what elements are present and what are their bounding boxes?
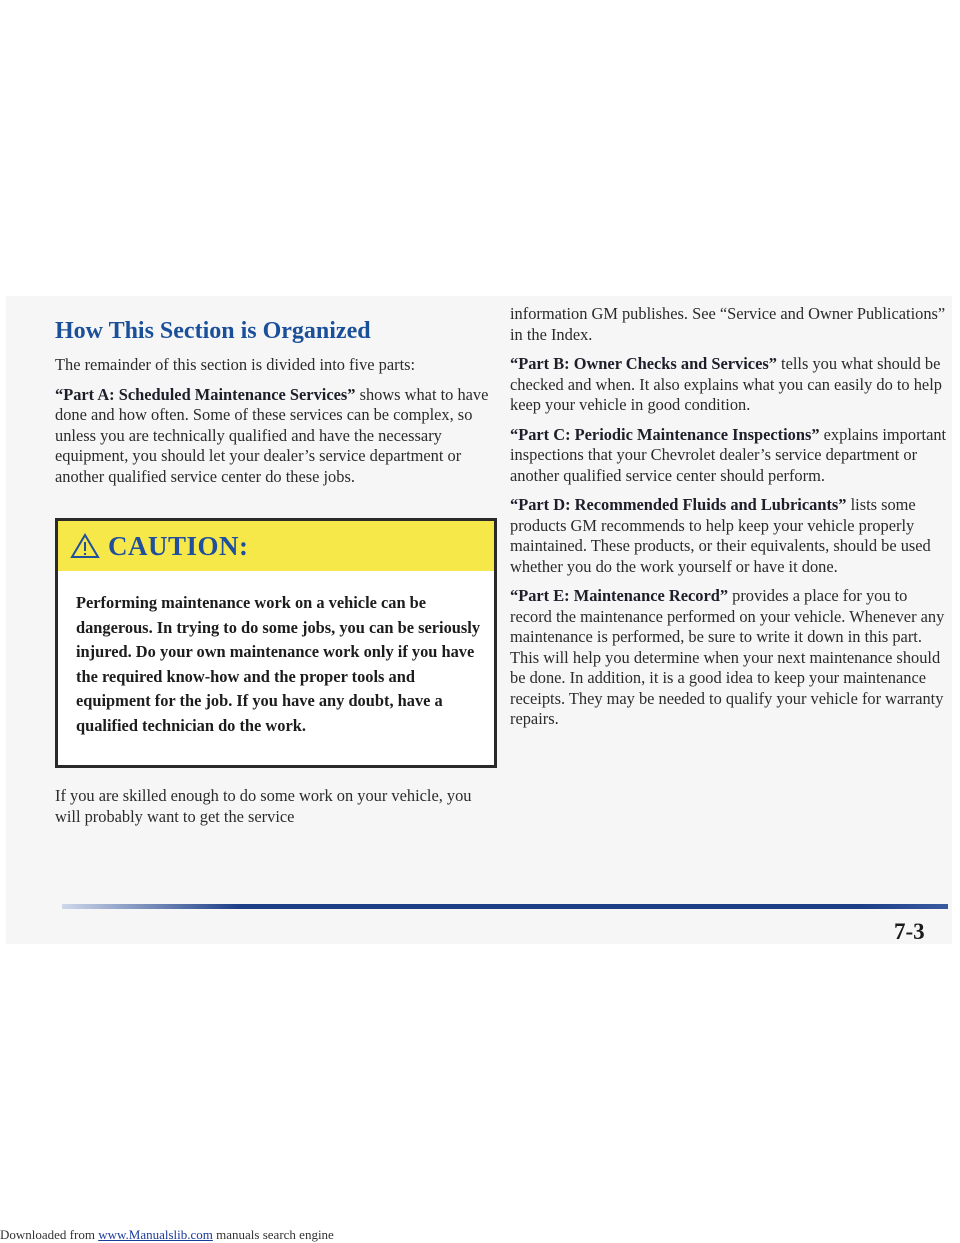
page-number: 7-3 (894, 919, 925, 944)
footer-suffix: manuals search engine (212, 1227, 334, 1242)
right-head-paragraph: information GM publishes. See “Service and Owner Publications” in the Index. (510, 304, 946, 344)
part-e-paragraph (510, 586, 950, 730)
part-c-paragraph (510, 425, 950, 487)
part-d-paragraph (510, 495, 950, 577)
part-c-lead: “Part C: Periodic Maintenance Inspections” (510, 424, 820, 444)
part-d-body: lists some products GM recommends to help keep your vehicle properly maintained. These products, or their equivalents, should be used whether you do the work yourself or have it done. (510, 495, 931, 576)
right-column (510, 304, 950, 739)
part-b-paragraph (510, 354, 950, 416)
manualslib-link[interactable]: www.Manualslib.com (98, 1227, 213, 1242)
intro-paragraph: The remainder of this section is divided into five parts: (55, 355, 416, 374)
caution-header (58, 521, 494, 571)
left-column (55, 318, 495, 496)
part-c-body: explains important inspections that your Chevrolet dealer’s service department or another qualified service center should perform. (510, 424, 947, 485)
part-e-body: provides a place for you to record the maintenance performed on your vehicle. Whenever any maintenance is performed, be sure to write it down in this part. This will help you determine when your next maintenance should be done. In addition, it is a good idea to keep your maintenance receipts. They may be needed to qualify your vehicle for warranty repairs. (510, 586, 945, 728)
part-b-body: tells you what should be checked and when. It also explains what you can easily do to help keep your vehicle in good condition. (510, 354, 942, 414)
part-a-lead: “Part A: Scheduled Maintenance Services” (55, 384, 356, 404)
part-a-paragraph (55, 385, 495, 488)
part-d-lead: “Part D: Recommended Fluids and Lubricants” (510, 495, 847, 514)
caution-box (55, 518, 497, 768)
footer-prefix: Downloaded from (0, 1227, 99, 1242)
part-b-lead: “Part B: Owner Checks and Services” (510, 354, 777, 373)
part-a-body: shows what to have done and how often. Some of these services can be complex, so unless you are technically qualified and have the necessary equipment, you should let your dealer’s service department or another qualified service center do these jobs. (55, 384, 489, 486)
section-title: How This Section is Organized (55, 318, 371, 344)
part-e-lead: “Part E: Maintenance Record” (510, 586, 729, 605)
left-tail-paragraph (55, 786, 495, 836)
caution-text: Performing maintenance work on a vehicle can be dangerous. In trying to do some jobs, you can be seriously injured. Do your own maintenance work only if you have the required know-how and the proper tools and equipment for the job. If you have any doubt, have a qualified technician do the work. (76, 593, 481, 735)
left-tail-text: If you are skilled enough to do some work on your vehicle, you will probably want to get the service (55, 786, 472, 826)
warning-triangle-icon (70, 533, 100, 559)
caution-label: CAUTION: (108, 530, 249, 561)
download-footer (0, 1227, 334, 1243)
page-rule-divider (62, 904, 948, 909)
